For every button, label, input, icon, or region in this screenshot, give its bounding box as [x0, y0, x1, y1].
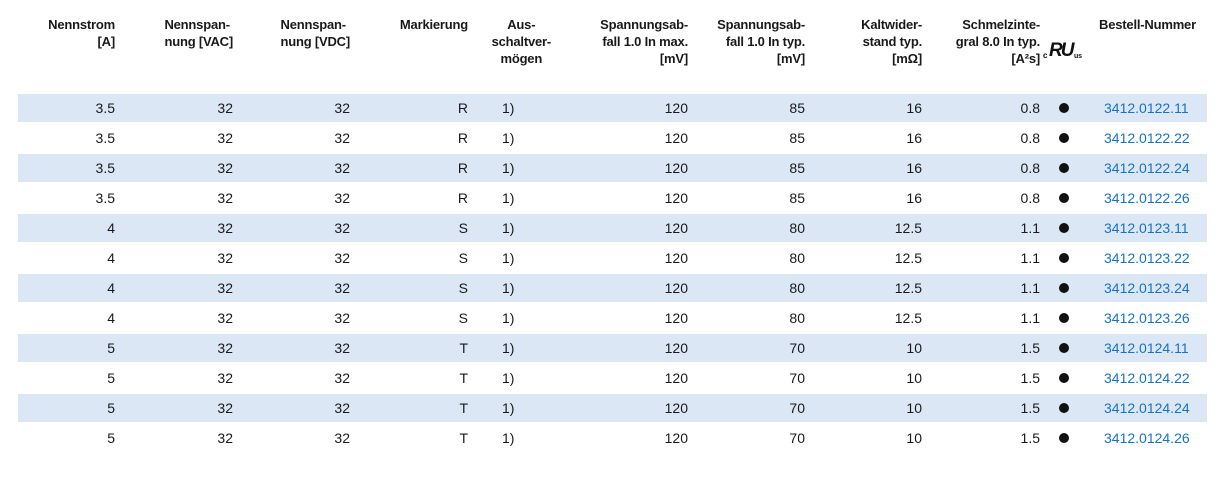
cell-nennspannung-vac: 32 — [115, 333, 233, 363]
header-nennstrom-label: Nennstrom [A] — [48, 17, 115, 49]
header-bestell-nummer-label: Bestell-Nummer — [1099, 17, 1196, 32]
cell-approval — [1040, 273, 1088, 303]
cell-spannungsabfall-max: 120 — [551, 213, 688, 243]
table-row — [18, 123, 1207, 153]
cell-nennspannung-vac: 32 — [115, 153, 233, 183]
header-approval — [1040, 0, 1088, 82]
cell-schmelzintegral: 1.5 — [922, 333, 1040, 363]
cell-kaltwiderstand: 12.5 — [805, 243, 922, 273]
table-row — [18, 363, 1207, 393]
cell-bestell-nummer — [1088, 153, 1207, 183]
header-markierung — [350, 0, 468, 82]
cell-nennspannung-vac: 32 — [115, 183, 233, 213]
cell-nennstrom: 4 — [18, 303, 115, 333]
cell-spannungsabfall-max: 120 — [551, 243, 688, 273]
cell-kaltwiderstand: 12.5 — [805, 303, 922, 333]
cell-nennspannung-vdc: 32 — [233, 153, 350, 183]
cell-markierung: R — [350, 153, 468, 183]
cell-nennspannung-vdc: 32 — [233, 123, 350, 153]
cell-approval — [1040, 303, 1088, 333]
cell-nennstrom: 4 — [18, 243, 115, 273]
filled-circle-icon — [1059, 133, 1069, 143]
cell-ausschaltvermoegen: 1) — [468, 363, 551, 393]
cell-kaltwiderstand: 10 — [805, 393, 922, 423]
header-kaltwiderstand — [805, 0, 922, 82]
cell-spannungsabfall-max: 120 — [551, 94, 688, 123]
cell-bestell-nummer — [1088, 423, 1207, 453]
header-spannungsabfall-typ-label: Spannungsab- fall 1.0 In typ. [mV] — [717, 17, 805, 66]
cell-schmelzintegral: 1.5 — [922, 393, 1040, 423]
cell-nennspannung-vdc: 32 — [233, 303, 350, 333]
part-number-link[interactable]: 3412.0123.26 — [1104, 310, 1190, 326]
cell-ausschaltvermoegen: 1) — [468, 153, 551, 183]
filled-circle-icon — [1059, 103, 1069, 113]
cell-nennspannung-vac: 32 — [115, 423, 233, 453]
cell-approval — [1040, 123, 1088, 153]
cell-nennspannung-vdc: 32 — [233, 393, 350, 423]
cell-nennstrom: 4 — [18, 273, 115, 303]
cell-nennstrom: 3.5 — [18, 94, 115, 123]
filled-circle-icon — [1059, 343, 1069, 353]
cell-schmelzintegral: 1.5 — [922, 423, 1040, 453]
table-body — [18, 82, 1207, 453]
cell-nennspannung-vdc: 32 — [233, 273, 350, 303]
table-row — [18, 423, 1207, 453]
cell-spannungsabfall-max: 120 — [551, 303, 688, 333]
cell-kaltwiderstand: 10 — [805, 333, 922, 363]
header-ausschaltvermoegen — [468, 0, 551, 82]
cell-bestell-nummer — [1088, 273, 1207, 303]
part-number-link[interactable]: 3412.0122.11 — [1104, 100, 1189, 116]
cell-spannungsabfall-max: 120 — [551, 333, 688, 363]
header-spannungsabfall-typ — [688, 0, 805, 82]
cell-nennstrom: 3.5 — [18, 123, 115, 153]
cell-bestell-nummer — [1088, 243, 1207, 273]
cell-ausschaltvermoegen: 1) — [468, 213, 551, 243]
cell-approval — [1040, 213, 1088, 243]
cell-bestell-nummer — [1088, 123, 1207, 153]
cell-spannungsabfall-typ: 80 — [688, 243, 805, 273]
cell-ausschaltvermoegen: 1) — [468, 423, 551, 453]
cell-schmelzintegral: 1.1 — [922, 243, 1040, 273]
cell-schmelzintegral: 0.8 — [922, 123, 1040, 153]
cell-nennstrom: 3.5 — [18, 153, 115, 183]
cell-bestell-nummer — [1088, 333, 1207, 363]
cell-nennspannung-vdc: 32 — [233, 94, 350, 123]
cell-approval — [1040, 333, 1088, 363]
cell-kaltwiderstand: 16 — [805, 94, 922, 123]
header-nennspannung-vac-label: Nennspan- nung [VAC] — [164, 17, 233, 49]
header-spannungsabfall-max-label: Spannungsab- fall 1.0 In max. [mV] — [600, 17, 688, 66]
cell-approval — [1040, 243, 1088, 273]
cell-markierung: R — [350, 94, 468, 123]
filled-circle-icon — [1059, 403, 1069, 413]
header-nennstrom — [18, 0, 115, 82]
filled-circle-icon — [1059, 253, 1069, 263]
part-number-link[interactable]: 3412.0123.22 — [1104, 250, 1190, 266]
header-nennspannung-vac — [115, 0, 233, 82]
cell-nennstrom: 5 — [18, 423, 115, 453]
cell-markierung: S — [350, 213, 468, 243]
cell-ausschaltvermoegen: 1) — [468, 243, 551, 273]
cell-kaltwiderstand: 12.5 — [805, 273, 922, 303]
cell-approval — [1040, 183, 1088, 213]
cell-bestell-nummer — [1088, 94, 1207, 123]
cell-spannungsabfall-max: 120 — [551, 363, 688, 393]
cell-nennspannung-vac: 32 — [115, 123, 233, 153]
cell-nennspannung-vac: 32 — [115, 273, 233, 303]
fuse-spec-table — [18, 0, 1207, 454]
header-ausschaltvermoegen-label: Aus- schaltver- mögen — [491, 17, 551, 66]
cell-nennspannung-vdc: 32 — [233, 213, 350, 243]
table-row — [18, 243, 1207, 273]
part-number-link[interactable]: 3412.0123.24 — [1104, 280, 1190, 296]
table-row — [18, 333, 1207, 363]
cell-approval — [1040, 153, 1088, 183]
cell-markierung: T — [350, 333, 468, 363]
cell-spannungsabfall-typ: 85 — [688, 153, 805, 183]
cell-bestell-nummer — [1088, 363, 1207, 393]
cell-ausschaltvermoegen: 1) — [468, 183, 551, 213]
table-row — [18, 273, 1207, 303]
cell-ausschaltvermoegen: 1) — [468, 273, 551, 303]
svg-text:c: c — [1043, 51, 1048, 60]
cell-nennspannung-vac: 32 — [115, 94, 233, 123]
cell-schmelzintegral: 0.8 — [922, 94, 1040, 123]
cell-kaltwiderstand: 16 — [805, 123, 922, 153]
cell-spannungsabfall-typ: 80 — [688, 213, 805, 243]
cell-ausschaltvermoegen: 1) — [468, 393, 551, 423]
header-schmelzintegral — [922, 0, 1040, 82]
cell-ausschaltvermoegen: 1) — [468, 94, 551, 123]
cell-nennspannung-vdc: 32 — [233, 183, 350, 213]
cell-spannungsabfall-max: 120 — [551, 153, 688, 183]
cell-nennstrom: 4 — [18, 213, 115, 243]
cell-nennspannung-vac: 32 — [115, 243, 233, 273]
table-row — [18, 213, 1207, 243]
cell-markierung: R — [350, 183, 468, 213]
cell-nennstrom: 5 — [18, 393, 115, 423]
part-number-link[interactable]: 3412.0122.24 — [1104, 160, 1190, 176]
cell-nennstrom: 5 — [18, 363, 115, 393]
cell-spannungsabfall-typ: 70 — [688, 333, 805, 363]
header-spannungsabfall-max — [551, 0, 688, 82]
cell-markierung: T — [350, 393, 468, 423]
cell-nennspannung-vdc: 32 — [233, 333, 350, 363]
cell-schmelzintegral: 1.5 — [922, 363, 1040, 393]
filled-circle-icon — [1059, 373, 1069, 383]
spacer-row — [18, 82, 1207, 94]
cell-schmelzintegral: 0.8 — [922, 183, 1040, 213]
cell-spannungsabfall-typ: 85 — [688, 123, 805, 153]
cell-markierung: T — [350, 423, 468, 453]
header-nennspannung-vdc — [233, 0, 350, 82]
cell-nennstrom: 5 — [18, 333, 115, 363]
filled-circle-icon — [1059, 283, 1069, 293]
cell-approval — [1040, 94, 1088, 123]
cell-nennspannung-vac: 32 — [115, 213, 233, 243]
cell-markierung: T — [350, 363, 468, 393]
cell-spannungsabfall-max: 120 — [551, 393, 688, 423]
part-number-link[interactable]: 3412.0123.11 — [1104, 220, 1189, 236]
header-markierung-label: Markierung — [399, 17, 468, 32]
table-row — [18, 303, 1207, 333]
spacer-cell — [18, 82, 1207, 94]
cell-kaltwiderstand: 16 — [805, 183, 922, 213]
filled-circle-icon — [1059, 433, 1069, 443]
cell-spannungsabfall-typ: 85 — [688, 183, 805, 213]
header-nennspannung-vdc-label: Nennspan- nung [VDC] — [280, 17, 350, 49]
cell-spannungsabfall-max: 120 — [551, 423, 688, 453]
cell-nennspannung-vac: 32 — [115, 363, 233, 393]
cell-approval — [1040, 393, 1088, 423]
cell-spannungsabfall-max: 120 — [551, 183, 688, 213]
cell-spannungsabfall-typ: 70 — [688, 393, 805, 423]
cell-bestell-nummer — [1088, 303, 1207, 333]
cell-spannungsabfall-max: 120 — [551, 123, 688, 153]
cell-markierung: S — [350, 273, 468, 303]
cell-nennspannung-vdc: 32 — [233, 363, 350, 393]
part-number-link[interactable]: 3412.0122.26 — [1104, 190, 1190, 206]
cell-spannungsabfall-typ: 85 — [688, 94, 805, 123]
cell-bestell-nummer — [1088, 393, 1207, 423]
header-schmelzintegral-label: Schmelzinte- gral 8.0 In typ. [A²s] — [955, 17, 1040, 66]
cell-ausschaltvermoegen: 1) — [468, 333, 551, 363]
filled-circle-icon — [1059, 313, 1069, 323]
part-number-link[interactable]: 3412.0124.24 — [1104, 400, 1190, 416]
cell-nennspannung-vac: 32 — [115, 393, 233, 423]
cell-bestell-nummer — [1088, 183, 1207, 213]
cell-kaltwiderstand: 10 — [805, 363, 922, 393]
header-row — [18, 0, 1207, 82]
table-row — [18, 153, 1207, 183]
cell-ausschaltvermoegen: 1) — [468, 123, 551, 153]
svg-text:RU: RU — [1049, 40, 1073, 61]
header-kaltwiderstand-label: Kaltwider- stand typ. [mΩ] — [861, 17, 922, 66]
curus-icon — [1042, 36, 1086, 62]
part-number-link[interactable]: 3412.0124.11 — [1104, 340, 1189, 356]
svg-text:us: us — [1074, 53, 1082, 60]
cell-nennspannung-vdc: 32 — [233, 423, 350, 453]
cell-bestell-nummer — [1088, 213, 1207, 243]
cell-schmelzintegral: 0.8 — [922, 153, 1040, 183]
cell-kaltwiderstand: 10 — [805, 423, 922, 453]
filled-circle-icon — [1059, 163, 1069, 173]
cell-schmelzintegral: 1.1 — [922, 213, 1040, 243]
cell-nennstrom: 3.5 — [18, 183, 115, 213]
cell-markierung: R — [350, 123, 468, 153]
cell-markierung: S — [350, 243, 468, 273]
cell-nennspannung-vac: 32 — [115, 303, 233, 333]
table-row — [18, 393, 1207, 423]
part-number-link[interactable]: 3412.0122.22 — [1104, 130, 1190, 146]
cell-spannungsabfall-typ: 70 — [688, 423, 805, 453]
cell-schmelzintegral: 1.1 — [922, 273, 1040, 303]
cell-schmelzintegral: 1.1 — [922, 303, 1040, 333]
cell-spannungsabfall-typ: 80 — [688, 303, 805, 333]
cell-markierung: S — [350, 303, 468, 333]
cell-ausschaltvermoegen: 1) — [468, 303, 551, 333]
cell-spannungsabfall-max: 120 — [551, 273, 688, 303]
cell-spannungsabfall-typ: 80 — [688, 273, 805, 303]
filled-circle-icon — [1059, 223, 1069, 233]
table-row — [18, 183, 1207, 213]
cell-kaltwiderstand: 16 — [805, 153, 922, 183]
cell-kaltwiderstand: 12.5 — [805, 213, 922, 243]
filled-circle-icon — [1059, 193, 1069, 203]
cell-approval — [1040, 363, 1088, 393]
cell-nennspannung-vdc: 32 — [233, 243, 350, 273]
part-number-link[interactable]: 3412.0124.26 — [1104, 430, 1190, 446]
header-bestell-nummer — [1088, 0, 1207, 82]
part-number-link[interactable]: 3412.0124.22 — [1104, 370, 1190, 386]
cell-spannungsabfall-typ: 70 — [688, 363, 805, 393]
cell-approval — [1040, 423, 1088, 453]
table-row — [18, 94, 1207, 123]
